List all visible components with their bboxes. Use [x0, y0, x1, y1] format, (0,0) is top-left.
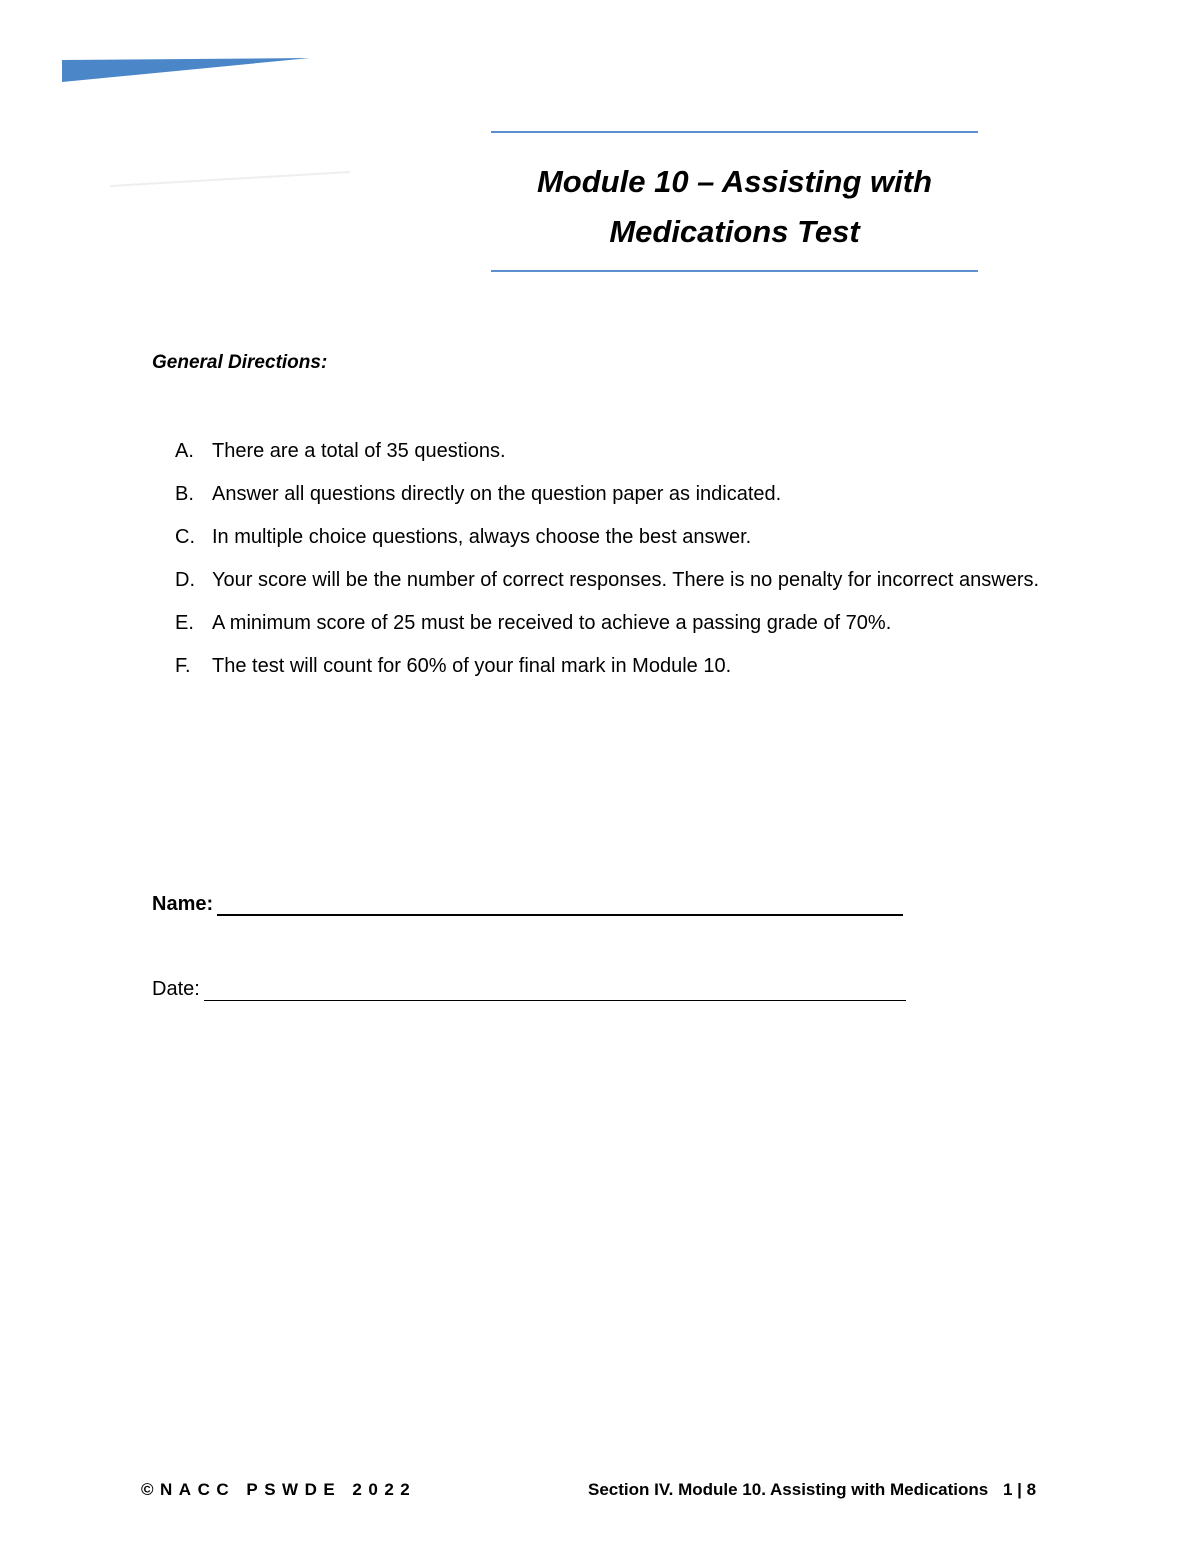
direction-text: A minimum score of 25 must be received to achieve a passing grade of 70%.	[212, 612, 892, 634]
name-field	[152, 892, 903, 916]
direction-text: In multiple choice questions, always choose the best answer.	[212, 526, 752, 548]
direction-item	[175, 645, 1055, 688]
date-field	[152, 978, 906, 1001]
title-line-2: Medications Test	[609, 214, 860, 249]
direction-item	[175, 559, 1055, 602]
direction-item	[175, 473, 1055, 516]
date-blank-line[interactable]	[204, 978, 906, 1001]
header-banner-graphic	[62, 58, 310, 82]
direction-text: The test will count for 60% of your final mark in Module 10.	[212, 655, 732, 677]
title-line-1: Module 10 – Assisting with	[536, 164, 933, 199]
direction-letter: D.	[175, 569, 195, 591]
footer-copyright: ©NACC PSWDE 2022	[141, 1480, 417, 1499]
footer-section-title: Section IV. Module 10. Assisting with Medications	[588, 1480, 989, 1499]
name-blank-line[interactable]	[217, 892, 903, 916]
title-bottom-rule	[491, 270, 978, 272]
direction-letter: B.	[175, 483, 194, 505]
direction-letter: F.	[175, 655, 191, 677]
direction-letter: E.	[175, 612, 194, 634]
direction-text: There are a total of 35 questions.	[212, 440, 506, 462]
name-label: Name:	[152, 893, 214, 915]
document-title	[491, 157, 978, 257]
document-title-block	[491, 131, 978, 274]
direction-item	[175, 516, 1055, 559]
directions-heading: General Directions:	[152, 352, 328, 373]
direction-text: Your score will be the number of correct responses. There is no penalty for incorrect answers.	[212, 569, 1040, 591]
direction-letter: C.	[175, 526, 195, 548]
date-label: Date:	[152, 978, 200, 1000]
direction-item	[175, 430, 1055, 473]
direction-item	[175, 602, 1055, 645]
direction-letter: A.	[175, 440, 194, 462]
footer-section	[588, 1480, 1040, 1500]
footer-page-number: 1 | 8	[1002, 1480, 1037, 1499]
title-top-rule	[491, 131, 978, 133]
direction-text: Answer all questions directly on the question paper as indicated.	[212, 483, 782, 505]
directions-list	[175, 430, 1055, 688]
decorative-faint-stroke	[110, 170, 350, 188]
